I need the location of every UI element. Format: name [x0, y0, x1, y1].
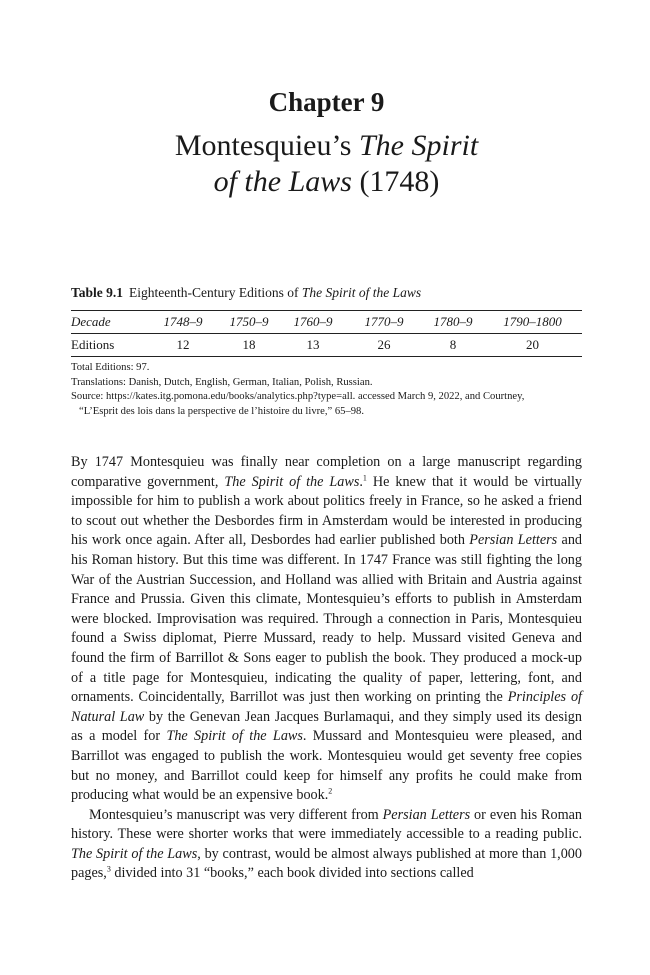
header-1790: 1790–1800 — [503, 314, 562, 329]
header-1748: 1748–9 — [163, 314, 203, 329]
table-caption-text: Eighteenth-Century Editions of — [129, 285, 302, 300]
text-run: , by contrast, would be almost always published at more than 1,000 pages, — [71, 845, 582, 882]
table-cell: 18 — [242, 337, 256, 352]
note-source-continued: “L’Esprit des lois dans la perspective de l’histoire du livre,” 65–98. — [79, 405, 364, 417]
italic-title: Principles of Natural Law — [71, 689, 582, 725]
footnote-ref[interactable]: 2 — [328, 786, 333, 796]
table-number: Table 9.1 — [71, 285, 124, 300]
paragraph-2 — [71, 806, 582, 884]
header-1750: 1750–9 — [229, 314, 269, 329]
italic-title: The Spirit of the Laws — [71, 845, 198, 862]
table-row — [71, 334, 582, 357]
text-run: or even his Roman history. These were shorter works that were immediately accessible to a reading public. — [71, 806, 583, 843]
table-cell: 12 — [176, 337, 190, 352]
chapter-title — [71, 128, 582, 200]
footnote-ref[interactable]: 3 — [106, 864, 111, 874]
chapter-title-italic-2: of the Laws — [213, 165, 352, 198]
row-label: Editions — [71, 337, 115, 352]
note-total: Total Editions: 97. — [71, 362, 150, 373]
table-caption — [71, 284, 582, 301]
chapter-title-year: (1748) — [351, 165, 440, 198]
table-cell: 13 — [306, 337, 320, 352]
table-cell: 20 — [526, 337, 539, 352]
header-1770: 1770–9 — [364, 314, 404, 329]
chapter-title-pre: Montesquieu’s — [174, 129, 359, 162]
table-notes — [71, 361, 582, 419]
header-1760: 1760–9 — [293, 314, 333, 329]
table-header-row — [71, 311, 582, 334]
italic-title: The Spirit of the Laws — [224, 473, 360, 490]
note-source: Source: https://kates.itg.pomona.edu/books/analytics.php?type=all. accessed March 9, 2022, and Courtney, — [71, 391, 525, 402]
body-text — [71, 453, 582, 884]
header-decade: Decade — [71, 314, 111, 329]
header-1780: 1780–9 — [433, 314, 473, 329]
text-run: Montesquieu’s manuscript was very different from — [89, 806, 383, 823]
text-run: By 1747 Montesquieu was finally near completion on a large manuscript regarding comparative government, — [71, 454, 582, 490]
text-run: and his Roman history. But this time was different. In 1747 France was still fighting the long War of the Austrian Succession, and Holland was allied with Britain and Austria against France and Prussia. Given this climate, Montesquieu’s efforts to publish in Amsterdam were blocked. Improvisation was required. Through a connection in Paris, Montesquieu found a Swiss diplomat, Pierre Mussard, ready to help. Mussard visited Geneva and found the firm of Barrillot & Sons eager to publish the book. They produced a mock-up of a title page for Montesquieu, indicating the quality of paper, lettering, font, and ornaments. Coincidentally, Barrillot was just then working on printing the — [71, 532, 583, 706]
table-cell: 8 — [449, 337, 457, 352]
editions-table — [71, 310, 582, 357]
chapter-title-italic-1: The Spirit — [358, 129, 479, 162]
text-run: divided into 31 “books,” each book divided into sections called — [110, 865, 474, 882]
italic-title: Persian Letters — [469, 532, 558, 549]
text-run: . Mussard and Montesquieu were pleased, and Barrillot was engaged to publish the work. Montesquieu would get seventy free copies but no money, and Barrillot could keep for himself any profits he could make from producing what would be an expensive book. — [71, 728, 582, 804]
text-run: He knew that it would be virtually impossible for him to publish a work about politics freely in France, so he asked a friend to scout out whether the Desbordes firm in Amsterdam would be interested in producing his work once again. After all, Desbordes had earlier published both — [71, 473, 582, 549]
text-run: by the Genevan Jean Jacques Burlamaqui, and they simply used its design as a model for — [71, 708, 582, 745]
italic-title: The Spirit of the Laws — [166, 728, 303, 745]
footnote-ref[interactable]: 1 — [362, 472, 367, 482]
table-caption-italic: The Spirit of the Laws — [301, 285, 422, 300]
note-translations: Translations: Danish, Dutch, English, German, Italian, Polish, Russian. — [71, 376, 373, 388]
paragraph-1 — [71, 453, 582, 806]
table-cell: 26 — [377, 337, 391, 352]
chapter-label: Chapter 9 — [268, 87, 385, 117]
text-run: . — [359, 473, 363, 490]
italic-title: Persian Letters — [382, 806, 471, 823]
